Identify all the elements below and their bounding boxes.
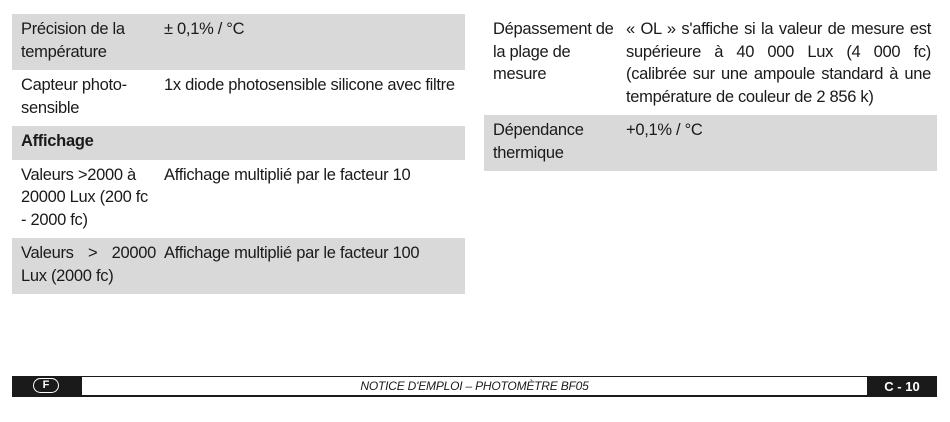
table-row xyxy=(12,70,465,126)
row-value: « OL » s'affiche si la valeur de mesure est supérieure à 40 000 Lux (4 000 fc) (calibrée sur une ampoule standard à une température de couleur de 2 856 k) xyxy=(626,20,931,106)
row-label: Capteur photo-sensible xyxy=(21,76,127,117)
left-spec-table xyxy=(12,14,465,294)
row-label: Précision de la température xyxy=(21,20,125,61)
row-label: Valeurs > 20000 Lux (2000 fc) xyxy=(21,244,156,285)
section-heading-row xyxy=(12,126,465,160)
row-label: Valeurs >2000 à 20000 Lux (200 fc - 2000 fc) xyxy=(21,165,148,229)
row-label: Dépendance thermique xyxy=(493,121,584,162)
page-number: C - 10 xyxy=(867,376,937,397)
table-row xyxy=(12,238,465,294)
row-value: 1x diode photosensible silicone avec filtre xyxy=(164,76,455,94)
table-row xyxy=(12,160,465,239)
table-row xyxy=(12,14,465,70)
document-title: NOTICE D'EMPLOI – PHOTOMÈTRE BF05 xyxy=(360,379,589,393)
footer-divider xyxy=(82,395,867,397)
row-value: +0,1% / °C xyxy=(626,121,703,139)
row-label: Dépassement de la plage de mesure xyxy=(493,20,614,83)
row-value: ± 0,1% / °C xyxy=(164,20,245,38)
page-footer xyxy=(12,376,937,397)
footer-left-bar xyxy=(12,376,82,397)
language-badge: F xyxy=(33,378,59,393)
footer-divider xyxy=(82,376,867,377)
table-row xyxy=(484,115,937,171)
right-spec-table xyxy=(484,14,937,171)
table-row xyxy=(484,14,937,115)
row-value: Affichage multiplié par le facteur 100 xyxy=(164,244,420,262)
row-value: Affichage multiplié par le facteur 10 xyxy=(164,165,411,184)
section-heading: Affichage xyxy=(21,132,94,150)
